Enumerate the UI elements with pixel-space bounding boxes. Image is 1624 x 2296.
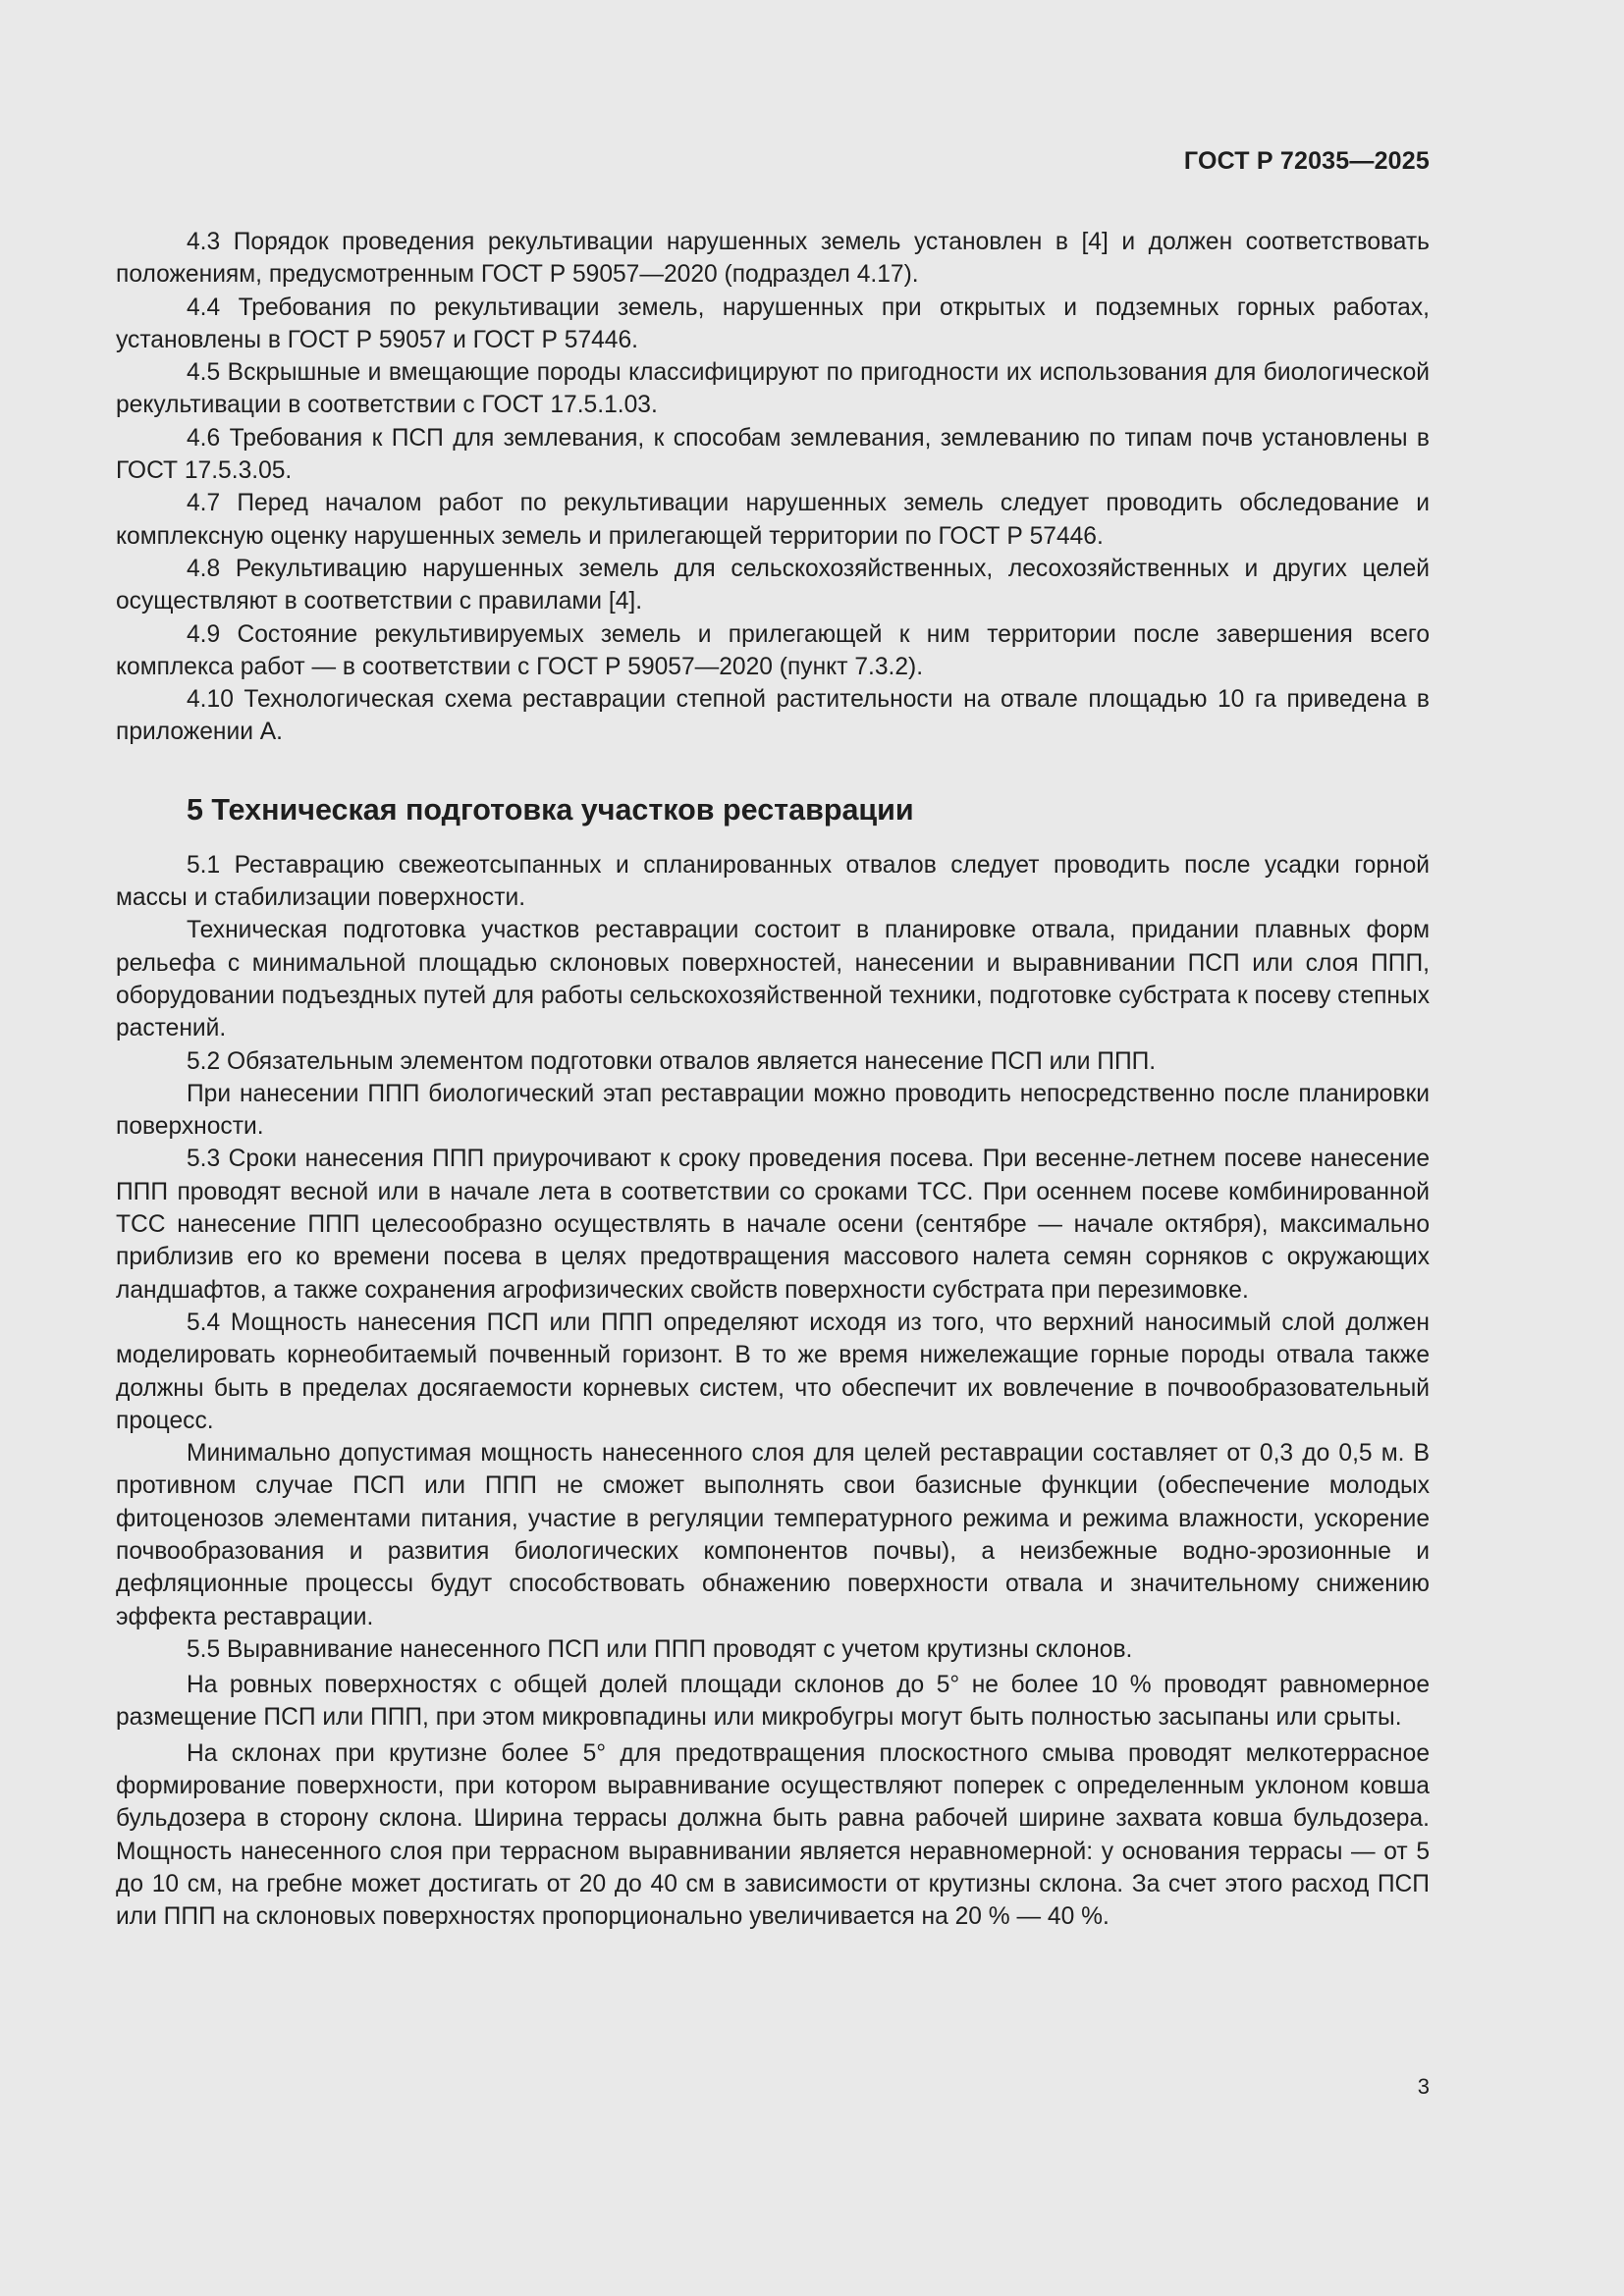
paragraph-4-9: 4.9 Состояние рекультивируемых земель и прилегающей к ним территории после завершения всего комплекса работ — в соответствии с ГОСТ Р 59057—2020 (пункт 7.3.2). [116, 620, 1430, 680]
paragraph-4-6: 4.6 Требования к ПСП для землевания, к способам землевания, землеванию по типам почв установлены в ГОСТ 17.5.3.05. [116, 424, 1430, 485]
paragraph-5-5-flat-surfaces: На ровных поверхностях с общей долей площади склонов до 5° не более 10 % проводят равномерное размещение ПСП или ППП, при этом микровпадины или микробугры могут быть полностью засыпаны или срыты. [116, 1672, 1430, 1732]
paragraph-4-5: 4.5 Вскрышные и вмещающие породы классифицируют по пригодности их использования для биологической рекультивации в соответствии с ГОСТ 17.5.1.03. [116, 359, 1430, 419]
paragraph-4-10: 4.10 Технологическая схема реставрации степной растительности на отвале площадью 10 га приведена в приложении А. [116, 686, 1430, 746]
paragraph-5-4: 5.4 Мощность нанесения ПСП или ППП определяют исходя из того, что верхний наносимый слой должен моделировать корнеобитаемый почвенный горизонт. В то же время нижележащие горные породы отвала также должны быть в пределах досягаемости корневых систем, что обеспечит их вовлечение в почвообразовательный процесс. [116, 1308, 1430, 1434]
page-number: 3 [1417, 2074, 1430, 2099]
paragraph-5-2-continued: При нанесении ППП биологический этап реставрации можно проводить непосредственно после планировки поверхности. [116, 1080, 1430, 1141]
paragraph-4-4: 4.4 Требования по рекультивации земель, нарушенных при открытых и подземных горных работах, установлены в ГОСТ Р 59057 и ГОСТ Р 57446. [116, 294, 1430, 353]
section-5-title: 5 Техническая подготовка участков реставрации [187, 792, 914, 827]
paragraph-4-3: 4.3 Порядок проведения рекультивации нарушенных земель установлен в [4] и должен соответствовать положениям, предусмотренным ГОСТ Р 59057—2020 (подраздел 4.17). [116, 229, 1430, 289]
paragraph-5-5: 5.5 Выравнивание нанесенного ПСП или ППП проводят с учетом крутизны склонов. [187, 1635, 1133, 1663]
paragraph-5-1: 5.1 Реставрацию свежеотсыпанных и спланированных отвалов следует проводить после усадки горной массы и стабилизации поверхности. [116, 851, 1430, 912]
document-body [116, 226, 1430, 1934]
paragraph-5-1-continued: Техническая подготовка участков реставрации состоит в планировке отвала, придании плавных форм рельефа с минимальной площадью склоновых поверхностей, нанесении и выравнивании ПСП или слоя ППП, оборудовании подъездных путей для работы сельскохозяйственной техники, подготовке субстрата к посеву степных растений. [116, 917, 1430, 1042]
paragraph-5-4-continued: Минимально допустимая мощность нанесенного слоя для целей реставрации составляет от 0,3 до 0,5 м. В противном случае ПСП или ППП не сможет выполнять свои базисные функции (обеспечение молодых фитоценозов элементами питания, участие в регуляции температурного режима и режима влажности, ускорение почвообразования и развития биологических компонентов почвы), а неизбежные водно-эрозионные и дефляционные процессы будут способствовать обнажению поверхности отвала и значительному снижению эффекта реставрации. [116, 1440, 1430, 1630]
paragraph-5-3: 5.3 Сроки нанесения ППП приурочивают к сроку проведения посева. При весенне-летнем посеве нанесение ППП проводят весной или в начале лета в соответствии со сроками ТСС. При осеннем посеве комбинированной ТСС нанесение ППП целесообразно осуществлять в начале осени (сентябре — начале октября), максимально приблизив его ко времени посева в целях предотвращения массового налета семян сорняков с окружающих ландшафтов, а также сохранения агрофизических свойств поверхности субстрата при перезимовке. [116, 1146, 1430, 1304]
paragraph-5-5-slopes: На склонах при крутизне более 5° для предотвращения плоскостного смыва проводят мелкотеррасное формирование поверхности, при котором выравнивание осуществляют поперек с определенным уклоном ковша бульдозера в сторону склона. Ширина террасы должна быть равна рабочей ширине захвата ковша бульдозера. Мощность нанесенного слоя при террасном выравнивании является неравномерной: у основания террасы — от 5 до 10 см, на гребне может достигать от 20 до 40 см в зависимости от крутизны склона. За счет этого расход ПСП или ППП на склоновых поверхностях пропорционально увеличивается на 20 % — 40 %. [116, 1739, 1430, 1931]
paragraph-4-8: 4.8 Рекультивацию нарушенных земель для сельскохозяйственных, лесохозяйственных и других целей осуществляют в соответствии с правилами [4]. [116, 555, 1430, 615]
document-code-header: ГОСТ Р 72035—2025 [1183, 147, 1430, 175]
paragraph-4-7: 4.7 Перед началом работ по рекультивации нарушенных земель следует проводить обследование и комплексную оценку нарушенных земель и прилегающей территории по ГОСТ Р 57446. [116, 490, 1430, 550]
paragraph-5-2: 5.2 Обязательным элементом подготовки отвалов является нанесение ПСП или ППП. [187, 1047, 1157, 1075]
